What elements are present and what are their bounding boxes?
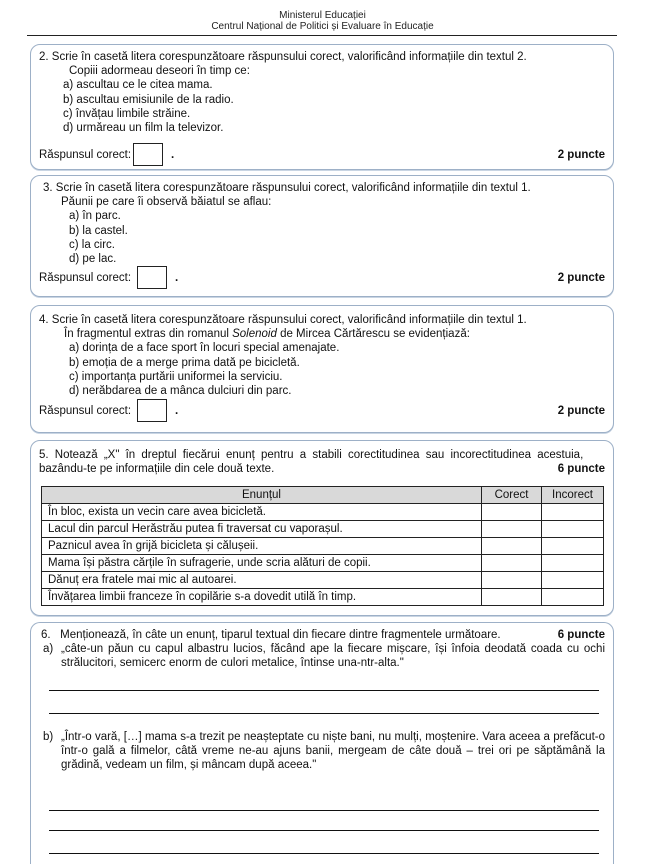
answer-label: Răspunsul corect: bbox=[39, 404, 132, 417]
statement-text: Mama își păstra cărțile în sufragerie, unde scria alături de copii. bbox=[42, 555, 482, 572]
question-5-prompt-line1: 5. Notează „X" în dreptul fiecărui enunț pentru a stabili corectitudinea sau incorectitudinea acestuia, bbox=[39, 449, 584, 461]
question-4-option-a: a) dorința de a face sport în locuri special amenajate. bbox=[69, 342, 340, 355]
question-4-answer-row bbox=[39, 399, 605, 422]
statement-text: Învățarea limbii franceze în copilărie s-a dovedit utilă în timp. bbox=[42, 589, 482, 606]
incorrect-cell[interactable] bbox=[542, 572, 604, 589]
question-6-fragment-b bbox=[39, 730, 605, 773]
table-header-row bbox=[42, 487, 604, 504]
question-4-novel-title: Solenoid bbox=[232, 328, 277, 341]
fragment-a-label: a) bbox=[43, 643, 54, 656]
statement-text: Paznicul avea în grijă bicicleta și călușeii. bbox=[42, 538, 482, 555]
answer-line-b3[interactable] bbox=[49, 853, 599, 854]
question-4-prompt: 4. Scrie în casetă litera corespunzătoare răspunsului corect, valorificând informațiile din textul 1. bbox=[39, 314, 527, 326]
incorrect-cell[interactable] bbox=[542, 504, 604, 521]
answer-line-a1[interactable] bbox=[49, 690, 599, 691]
question-4-stem-after: de Mircea Cărtărescu se evidențiază: bbox=[276, 328, 470, 341]
fragment-b-text: „Într-o vară, […] mama s-a trezit pe neașteptate cu niște bani, nu mulți, moștenire. Vara aceea a prefăcut-o într-o gală a filmelor, câtă vreme ne-au ajuns banii, mergeam de câte două – trei ori pe săptămână la grădină, vedeam un film, și mâncam după aceea." bbox=[61, 731, 605, 772]
question-4-option-b: b) emoția de a merge prima dată pe bicicletă. bbox=[69, 356, 300, 369]
statement-text: În bloc, exista un vecin care avea bicicletă. bbox=[42, 504, 482, 521]
question-3-prompt: 3. Scrie în casetă litera corespunzătoare răspunsului corect, valorificând informațiile din textul 1. bbox=[43, 182, 531, 194]
question-6-prompt-row bbox=[39, 628, 605, 642]
question-3-box bbox=[30, 175, 614, 297]
question-2-points: 2 puncte bbox=[557, 148, 605, 161]
table-row bbox=[42, 521, 604, 538]
fragment-a-text: „câte-un păun cu capul albastru lucios, făcând ape la fiecare mișcare, își înfoia deodată coada cu ochi strălucitori, semicerc enorm de culori metalice, întinse una-ntr-alta." bbox=[61, 643, 605, 670]
question-4-box bbox=[30, 305, 614, 433]
answer-label: Răspunsul corect: bbox=[39, 271, 132, 284]
header-correct: Corect bbox=[482, 487, 542, 504]
question-2-option-b: b) ascultau emisiunile de la radio. bbox=[63, 93, 234, 106]
question-6-box bbox=[30, 622, 614, 864]
question-6-prompt: 6. Menționează, în câte un enunț, tiparul textual din fiecare dintre fragmentele următoare. bbox=[41, 629, 501, 641]
question-4-option-c: c) importanța purtării uniformei la serviciu. bbox=[69, 370, 283, 383]
table-row bbox=[42, 589, 604, 606]
document-header bbox=[0, 10, 645, 32]
incorrect-cell[interactable] bbox=[542, 538, 604, 555]
question-5-prompt-line2: bazându-te pe informațiile din cele două texte. bbox=[39, 463, 275, 476]
question-5-prompt-row2 bbox=[39, 462, 605, 476]
fragment-b-label: b) bbox=[43, 731, 54, 743]
incorrect-cell[interactable] bbox=[542, 589, 604, 606]
question-5-box bbox=[30, 440, 614, 616]
question-3-stem: Păunii pe care îi observă băiatul se aflau: bbox=[61, 196, 272, 209]
answer-dot: . bbox=[171, 148, 175, 161]
answer-line-b1[interactable] bbox=[49, 810, 599, 811]
question-2-option-d: d) urmăreau un film la televizor. bbox=[63, 122, 224, 135]
question-4-option-d: d) nerăbdarea de a mânca dulciuri din parc. bbox=[69, 385, 292, 398]
table-row bbox=[42, 555, 604, 572]
statements-table bbox=[41, 486, 604, 606]
header-statement: Enunțul bbox=[42, 487, 482, 504]
question-2-option-c: c) învățau limbile străine. bbox=[63, 107, 191, 120]
incorrect-cell[interactable] bbox=[542, 555, 604, 572]
question-3-points: 2 puncte bbox=[557, 271, 605, 284]
answer-label: Răspunsul corect: bbox=[39, 148, 132, 161]
table-row bbox=[42, 504, 604, 521]
question-2-box bbox=[30, 44, 614, 170]
question-6-fragment-a bbox=[39, 642, 605, 670]
question-3-answer-row bbox=[39, 266, 605, 289]
header-center: Centrul Național de Politici și Evaluare în Educație bbox=[211, 21, 434, 32]
question-3-option-b: b) la castel. bbox=[69, 224, 128, 237]
question-3-option-a: a) în parc. bbox=[69, 210, 121, 223]
correct-cell[interactable] bbox=[482, 504, 542, 521]
header-incorrect: Incorect bbox=[542, 487, 604, 504]
header-ministry: Ministerul Educației bbox=[279, 10, 366, 21]
question-5-points: 6 puncte bbox=[557, 463, 605, 476]
question-2-stem: Copiii adormeau deseori în timp ce: bbox=[69, 65, 250, 78]
correct-cell[interactable] bbox=[482, 555, 542, 572]
statement-text: Dănuț era fratele mai mic al autoarei. bbox=[42, 572, 482, 589]
question-3-option-c: c) la circ. bbox=[69, 238, 115, 251]
incorrect-cell[interactable] bbox=[542, 521, 604, 538]
question-3-answer-box[interactable] bbox=[137, 266, 167, 289]
correct-cell[interactable] bbox=[482, 521, 542, 538]
answer-dot: . bbox=[175, 404, 179, 417]
question-4-points: 2 puncte bbox=[557, 404, 605, 417]
question-4-stem-before: În fragmentul extras din romanul bbox=[64, 328, 233, 341]
table-row bbox=[42, 538, 604, 555]
question-2-answer-box[interactable] bbox=[133, 143, 163, 166]
statement-text: Lacul din parcul Herăstrău putea fi traversat cu vaporașul. bbox=[42, 521, 482, 538]
correct-cell[interactable] bbox=[482, 538, 542, 555]
answer-line-b2[interactable] bbox=[49, 830, 599, 831]
question-2-option-a: a) ascultau ce le citea mama. bbox=[63, 79, 213, 92]
header-divider bbox=[27, 35, 617, 36]
question-2-answer-row bbox=[39, 143, 605, 166]
question-4-answer-box[interactable] bbox=[137, 399, 167, 422]
question-6-points: 6 puncte bbox=[557, 629, 605, 641]
question-2-prompt: 2. Scrie în casetă litera corespunzătoare răspunsului corect, valorificând informațiile din textul 2. bbox=[39, 51, 527, 63]
question-3-option-d: d) pe lac. bbox=[69, 253, 117, 266]
table-row bbox=[42, 572, 604, 589]
answer-dot: . bbox=[175, 271, 179, 284]
answer-line-a2[interactable] bbox=[49, 713, 599, 714]
correct-cell[interactable] bbox=[482, 572, 542, 589]
question-4-stem bbox=[39, 327, 605, 341]
correct-cell[interactable] bbox=[482, 589, 542, 606]
